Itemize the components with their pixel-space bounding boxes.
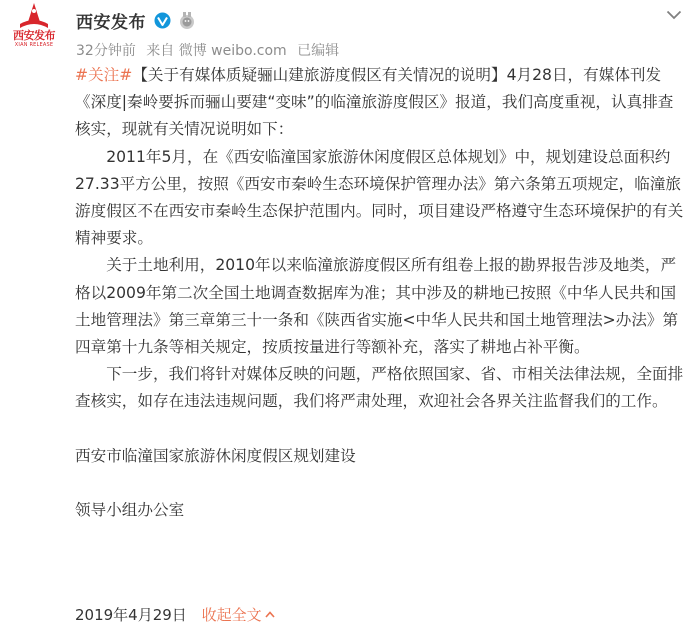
post-intro — [75, 62, 685, 144]
verified-icon[interactable] — [154, 12, 171, 29]
post-date: 2019年4月29日 — [75, 606, 187, 624]
signature-line-2: 领导小组办公室 — [75, 501, 185, 520]
edited-label: 已编辑 — [297, 43, 340, 59]
paragraph-3: 下一步，我们将针对媒体反映的问题，严格依照国家、省、市相关法律法规，全面排查核实，如存在违法违规问题，我们将严肃处理，欢迎社会各界关注监督我们的工作。 — [75, 365, 684, 411]
post-time[interactable]: 32分钟前 — [76, 43, 136, 59]
collapse-up-icon — [264, 607, 276, 625]
post-title: 【关于有媒体质疑骊山建旅游度假区有关情况的说明】 — [132, 66, 507, 84]
collapse-label: 收起全文 — [201, 606, 262, 624]
post-intro-text: 4月28日，有媒体刊发《深度|秦岭要拆而骊山要建“变味”的临潼旅游度假区》报道，我们高度重视，认真排查核实，现就有关情况说明如下： — [75, 66, 674, 139]
account-name[interactable]: 西安发布 — [76, 13, 146, 33]
avatar[interactable] — [6, 2, 62, 58]
collapse-button[interactable] — [202, 606, 276, 624]
spacer — [75, 470, 685, 497]
account-header — [76, 8, 197, 33]
chevron-down-icon[interactable] — [662, 6, 686, 24]
topic-link[interactable]: #关注# — [75, 66, 133, 84]
post-meta — [76, 40, 345, 60]
spacer — [75, 416, 685, 443]
logo-icon — [12, 2, 56, 32]
post-source[interactable]: 来自 微博 weibo.com — [146, 43, 287, 59]
logo-text: 西安发布 — [13, 29, 55, 42]
medal-badge-icon[interactable] — [177, 11, 197, 31]
paragraph-2: 关于土地利用，2010年以来临潼旅游度假区所有组卷上报的勘界报告涉及地类，严格以2009年第二次全国土地调查数据库为准；其中涉及的耕地已按照《中华人民共和国土地管理法》第三章第三十一条和《陕西省实施<中华人民共和国土地管理法>办法》第四章第十九条等相关规定，按质按量进行等额补充，落实了耕地占补平衡。 — [75, 256, 679, 357]
post-content — [75, 62, 685, 524]
logo-subtext: XIAN RELEASE — [14, 42, 54, 48]
post-footer — [75, 604, 276, 625]
signature-line-1: 西安市临潼国家旅游休闲度假区规划建设 — [75, 446, 356, 465]
paragraph-1: 2011年5月，在《西安临潼国家旅游休闲度假区总体规划》中，规划建设总面积约27.33平方公里，按照《西安市秦岭生态环境保护管理办法》第六条第五项规定，临潼旅游度假区不在西安市秦岭生态保护范围内。同时，项目建设严格遵守生态环境保护的有关精神要求。 — [75, 147, 684, 248]
